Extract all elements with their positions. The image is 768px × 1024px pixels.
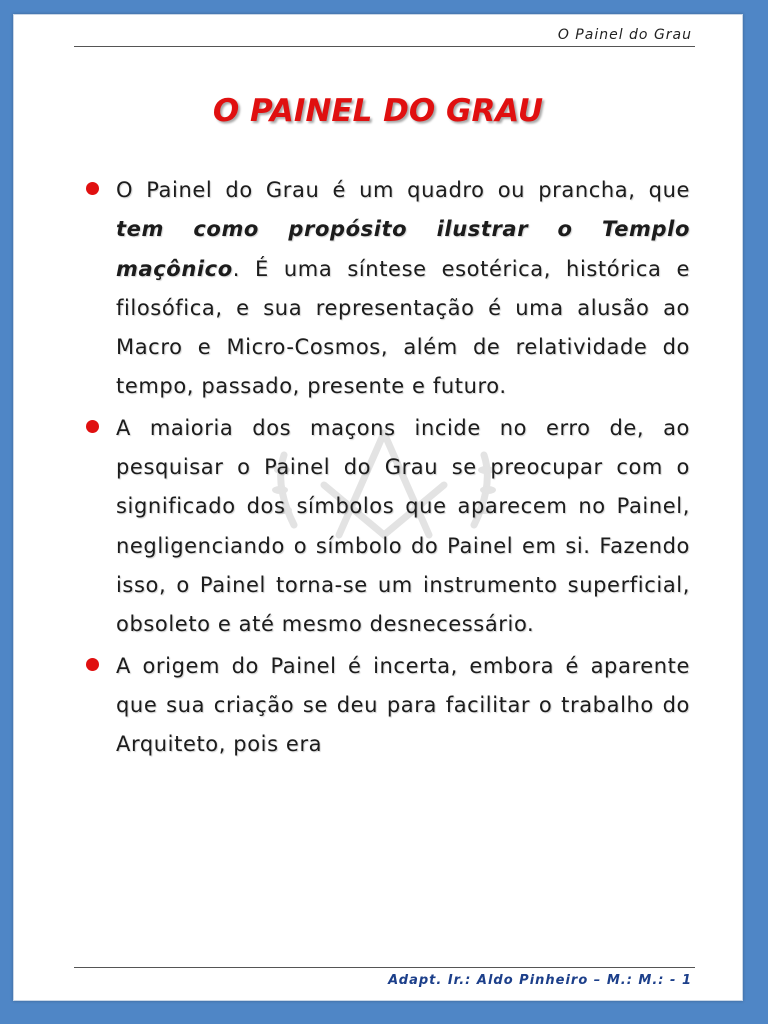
item-text: O Painel do Grau é um quadro ou prancha, que <box>116 178 690 202</box>
header-divider <box>74 46 695 47</box>
item-text: A origem do Painel é incerta, embora é aparente que sua criação se deu para facilitar o trabalho do Arquiteto, pois era <box>116 653 690 757</box>
item-text: . É uma síntese esotérica, histórica e filosófica, e sua representação é uma alusão ao Macro e Micro-Cosmos, além de relatividade do tempo, passado, presente e futuro. <box>116 256 690 399</box>
document-page <box>13 14 743 1001</box>
item-text: A maioria dos maçons incide no erro de, ao pesquisar o Painel do Grau se preocupar com o significado dos símbolos que aparecem no Painel, negligenciando o símbolo do Painel em si. Fazendo isso, o Painel torna-se um instrumento superficial, obsoleto e até mesmo desnecessário. <box>116 415 690 637</box>
running-header: O Painel do Grau <box>557 27 692 43</box>
footer-divider <box>74 967 695 968</box>
list-item <box>82 171 690 407</box>
list-item <box>82 647 690 765</box>
red-dot-icon <box>86 182 99 195</box>
list-item <box>82 409 690 645</box>
red-dot-icon <box>86 420 99 433</box>
item-emphasis: tem como propósito ilustrar o Templo maçônico <box>116 217 690 281</box>
footer-credit: Adapt. Ir.: Aldo Pinheiro – M.: M.: - 1 <box>388 973 692 988</box>
red-dot-icon <box>86 658 99 671</box>
document-title: O PAINEL DO GRAU <box>212 93 544 129</box>
bullet-list <box>82 171 690 766</box>
